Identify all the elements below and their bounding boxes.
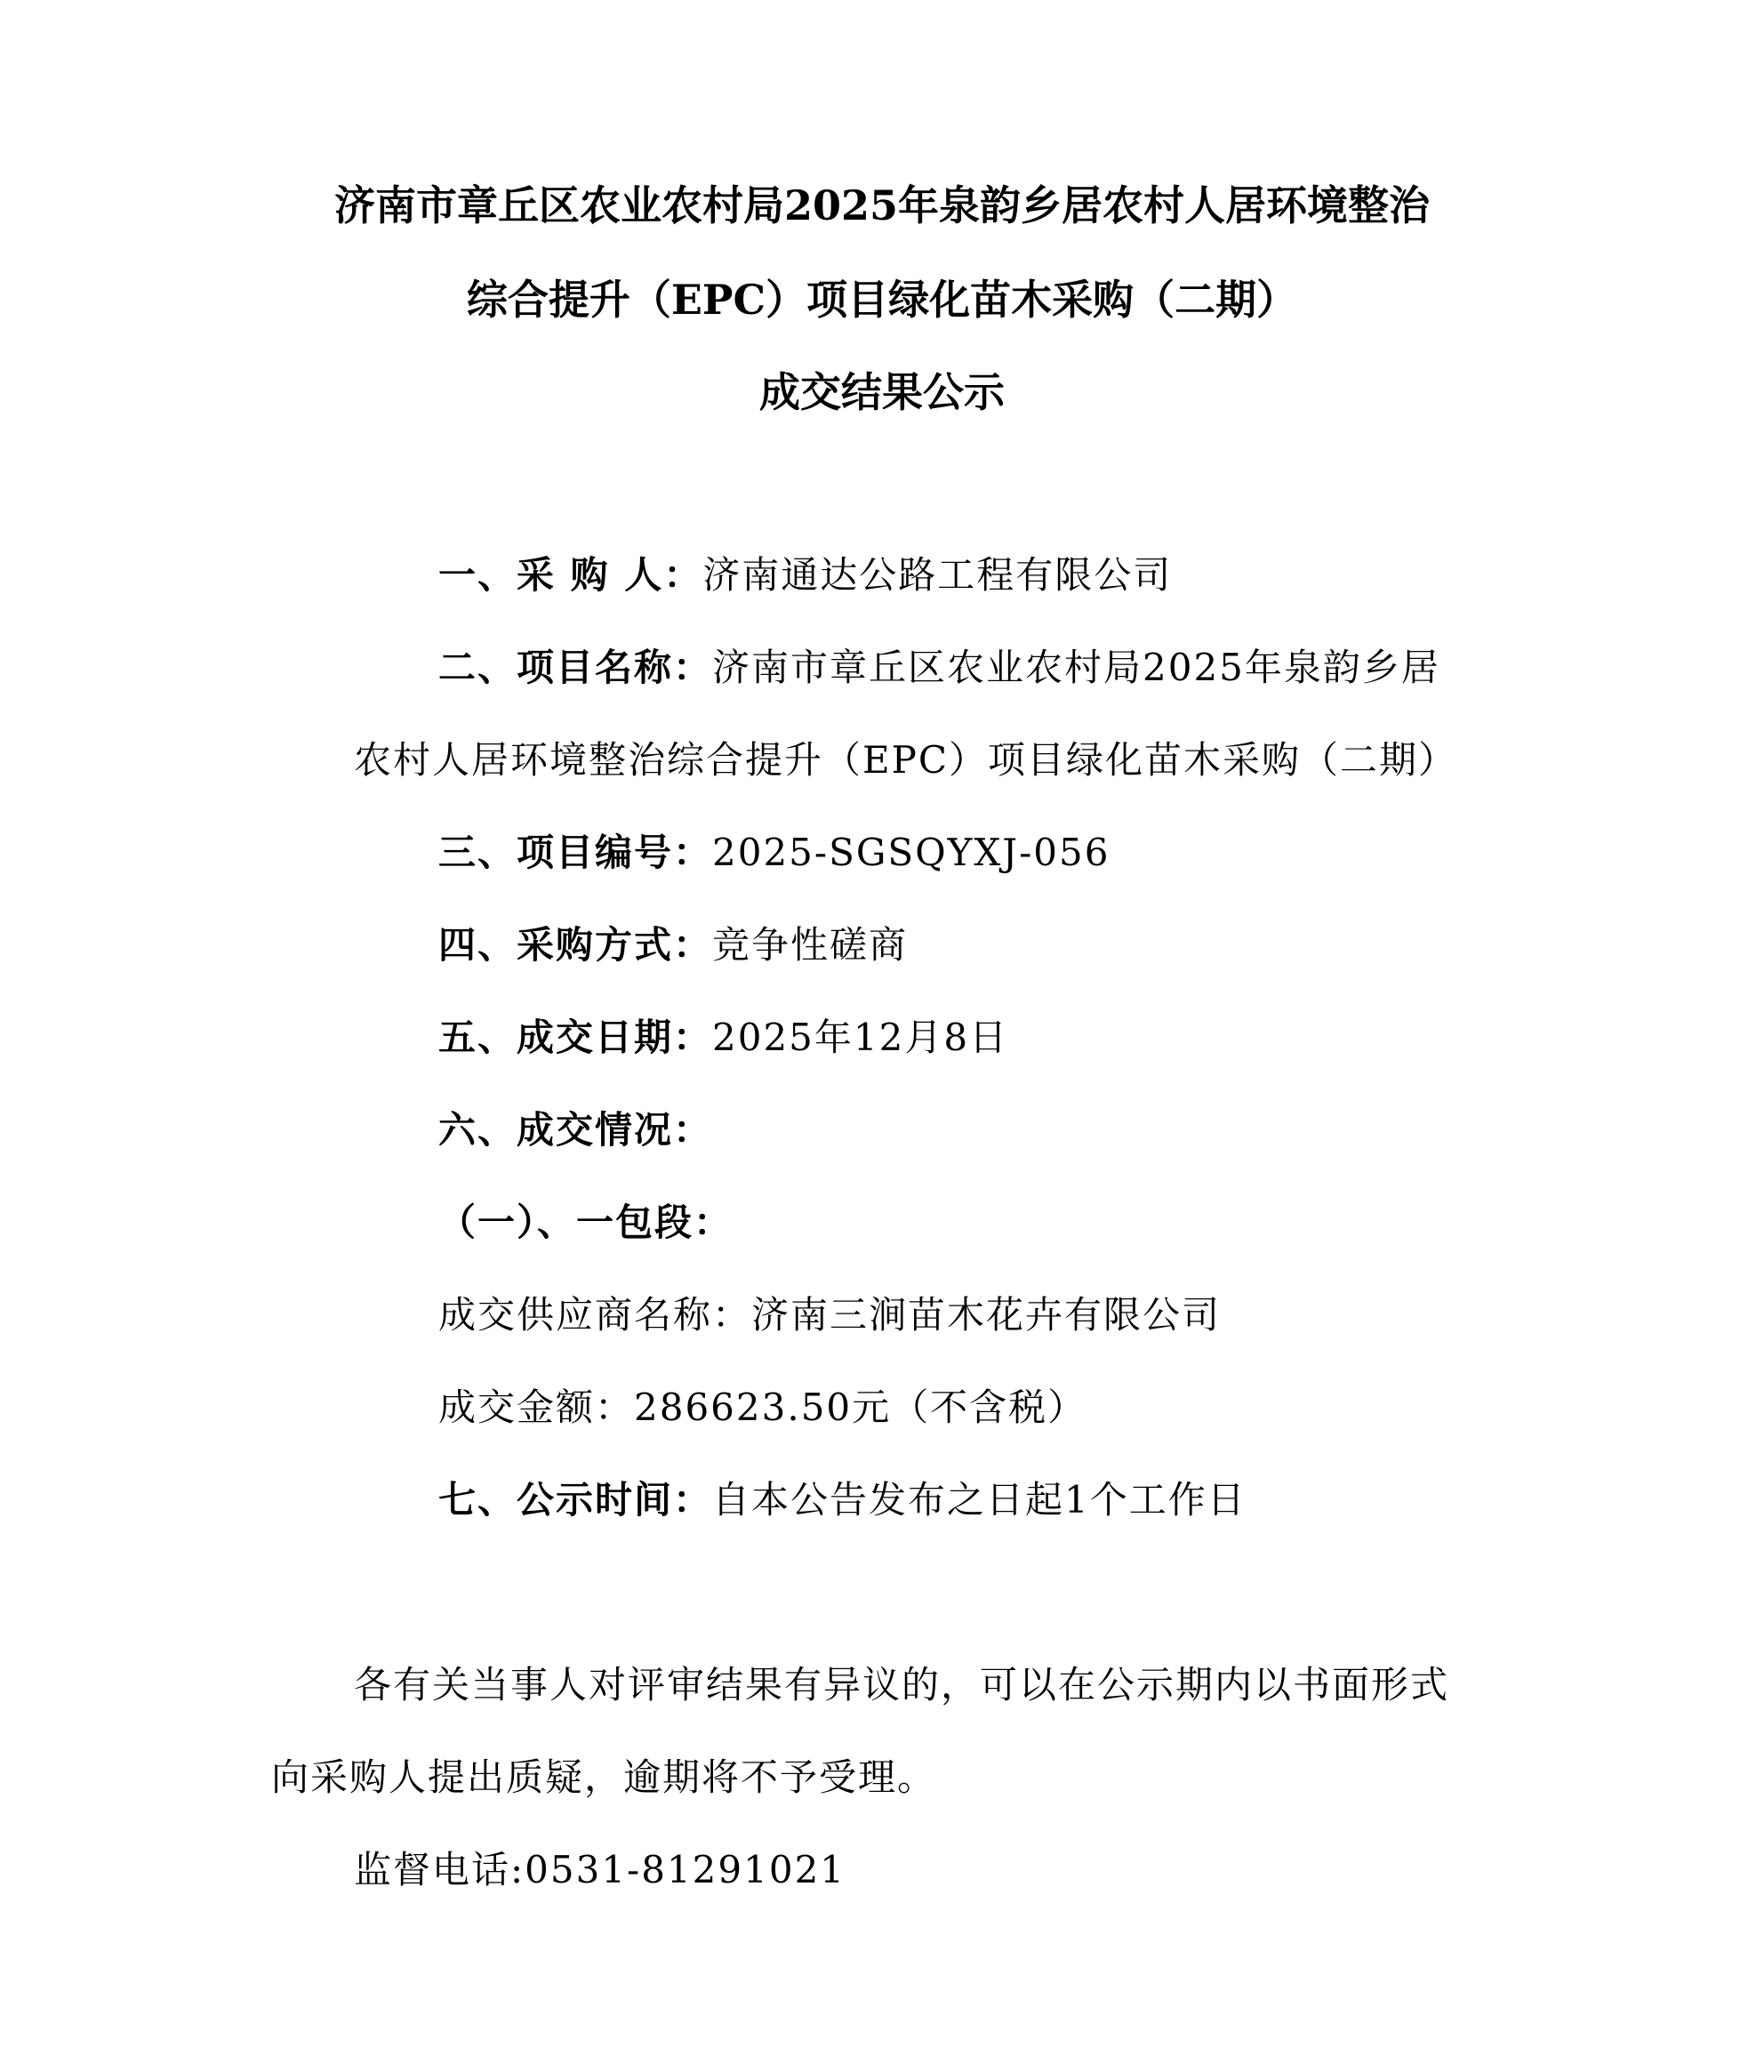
notice-line-1: 各有关当事人对评审结果有异议的，可以在公示期内以书面形式 (354, 1663, 1450, 1707)
project-name-label: 二、项目名称： (438, 646, 713, 689)
supplier-value: 济南三涧苗木花卉有限公司 (751, 1293, 1222, 1337)
project-name-row (438, 646, 1440, 689)
deal-date-value: 2025年12月8日 (712, 1016, 1009, 1059)
deal-date-row (438, 1016, 1009, 1059)
deal-date-label: 五、成交日期： (438, 1016, 713, 1059)
title-line-2: 综合提升（EPC）项目绿化苗木采购（二期） (466, 276, 1298, 324)
procurement-method-value: 竞争性磋商 (712, 923, 909, 967)
procurement-method-row (438, 923, 909, 967)
amount-row (438, 1385, 1087, 1429)
supplier-label: 成交供应商名称： (438, 1293, 752, 1337)
lot1-label: （一）、一包段： (438, 1201, 734, 1244)
title-line-1: 济南市章丘区农业农村局2025年泉韵乡居农村人居环境整治 (333, 181, 1431, 229)
deal-status-label: 六、成交情况： (438, 1108, 713, 1152)
purchaser-row (438, 553, 1173, 597)
project-number-label: 三、项目编号： (438, 831, 713, 874)
amount-label: 成交金额： (438, 1385, 635, 1429)
supplier-row (438, 1293, 1222, 1337)
project-name-value-part1: 济南市章丘区农业农村局2025年泉韵乡居 (712, 646, 1440, 689)
title-line-3: 成交结果公示 (759, 368, 1005, 416)
purchaser-label: 一、采 购 人： (438, 553, 703, 597)
project-number-row (438, 831, 1111, 874)
procurement-method-label: 四、采购方式： (438, 923, 713, 967)
publicity-period-label: 七、公示时间： (438, 1478, 713, 1522)
purchaser-value: 济南通达公路工程有限公司 (702, 553, 1173, 597)
project-name-continuation: 农村人居环境整治综合提升（EPC）项目绿化苗木采购（二期） (354, 738, 1458, 782)
amount-value: 286623.50元（不含税） (634, 1385, 1087, 1429)
publicity-period-value: 自本公告发布之日起1个工作日 (712, 1478, 1247, 1522)
notice-line-2: 向采购人提出质疑，逾期将不予受理。 (271, 1755, 937, 1799)
project-number-value: 2025-SGSQYXJ-056 (712, 831, 1111, 874)
publicity-period-row (438, 1478, 1247, 1522)
supervision-phone-row (354, 1848, 846, 1891)
supervision-phone-value: 0531-81291021 (525, 1848, 846, 1891)
supervision-phone-label: 监督电话: (354, 1848, 525, 1891)
